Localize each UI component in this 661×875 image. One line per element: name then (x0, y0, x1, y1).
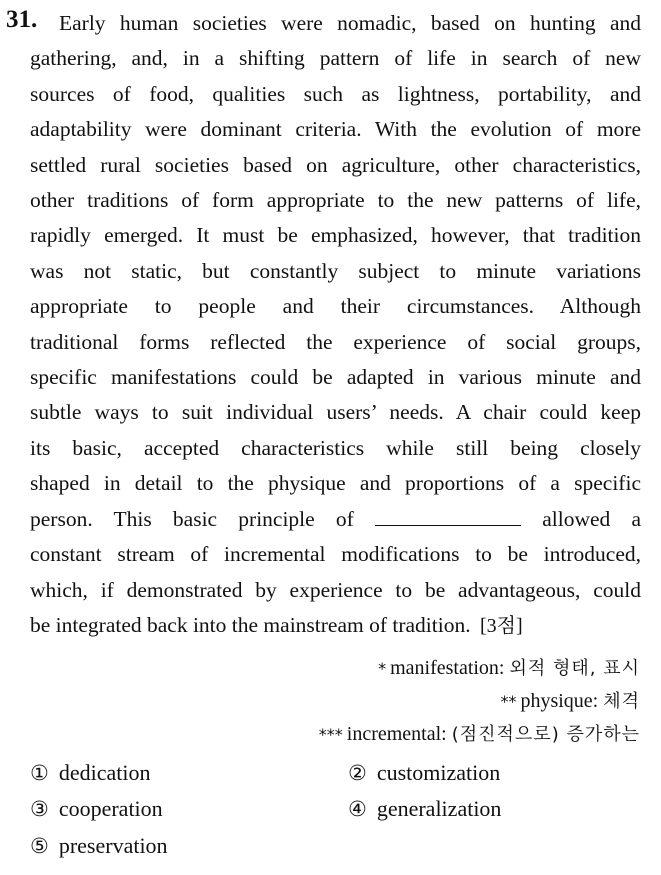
passage-line: Early human societies were nomadic, based on hunting and (59, 11, 641, 35)
question-number: 31. (6, 6, 38, 33)
choice-text: dedication (58, 760, 151, 785)
choice-text: cooperation (58, 796, 163, 821)
choice-number: ④ (348, 797, 367, 821)
note-mark: ** (500, 692, 517, 711)
passage-line: its basic, accepted characteristics while still being closely (30, 435, 641, 460)
passage-line: sources of food, qualities such as lightness, portability, and (30, 81, 641, 106)
choice-4[interactable] (348, 796, 501, 822)
vocabulary-notes (319, 652, 640, 751)
choice-number: ③ (30, 797, 49, 821)
passage-line: specific manifestations could be adapted in various minute and (30, 365, 641, 390)
passage-line: subtle ways to suit individual users’ needs. A chair could keep (30, 400, 641, 425)
last-line-text: be integrated back into the mainstream of tradition. (30, 612, 471, 637)
choice-text: preservation (58, 833, 168, 858)
passage-last-line (30, 608, 641, 644)
passage-line: which, if demonstrated by experience to be advantageous, could (30, 577, 641, 602)
blank-line-after: allowed a (542, 506, 642, 531)
note-mark: *** (318, 725, 343, 744)
passage-line: constant stream of incremental modifications to be introduced, (30, 542, 641, 567)
note-mark: * (378, 659, 387, 678)
choice-number: ⑤ (30, 834, 49, 858)
note-item (319, 685, 640, 718)
choice-1[interactable] (30, 760, 150, 786)
choice-2[interactable] (348, 760, 500, 786)
note-term: physique: (520, 690, 599, 712)
answer-blank (375, 507, 521, 526)
choice-number: ① (30, 761, 49, 785)
blank-line-before: person. This basic principle of (30, 506, 354, 531)
choice-number: ② (348, 761, 367, 785)
note-item (319, 652, 640, 685)
passage-line: rapidly emerged. It must be emphasized, however, that tradition (30, 223, 641, 248)
choice-text: generalization (376, 796, 502, 821)
passage-line: appropriate to people and their circumstances. Although (30, 294, 641, 319)
passage-line: traditional forms reflected the experience of social groups, (30, 329, 641, 354)
note-item (319, 718, 640, 751)
passage-line: gathering, and, in a shifting pattern of life in search of new (30, 46, 641, 71)
passage-line: settled rural societies based on agriculture, other characteristics, (30, 152, 641, 177)
note-meaning: 체격 (603, 691, 640, 712)
choice-text: customization (376, 760, 501, 785)
note-term: incremental: (346, 723, 447, 745)
passage-line: adaptability were dominant criteria. With the evolution of more (30, 117, 641, 142)
passage-blank-line (30, 502, 641, 537)
score-badge: [3점] (479, 614, 523, 637)
choice-3[interactable] (30, 796, 163, 822)
passage (30, 6, 641, 644)
passage-line: other traditions of form appropriate to the new patterns of life, (30, 188, 641, 213)
note-term: manifestation: (390, 657, 505, 679)
choice-5[interactable] (30, 833, 168, 859)
passage-line: was not static, but constantly subject to minute variations (30, 258, 641, 283)
note-meaning: (점진적으로) 증가하는 (451, 724, 640, 745)
passage-line: shaped in detail to the physique and proportions of a specific (30, 471, 641, 496)
note-meaning: 외적 형태, 표시 (509, 658, 640, 679)
